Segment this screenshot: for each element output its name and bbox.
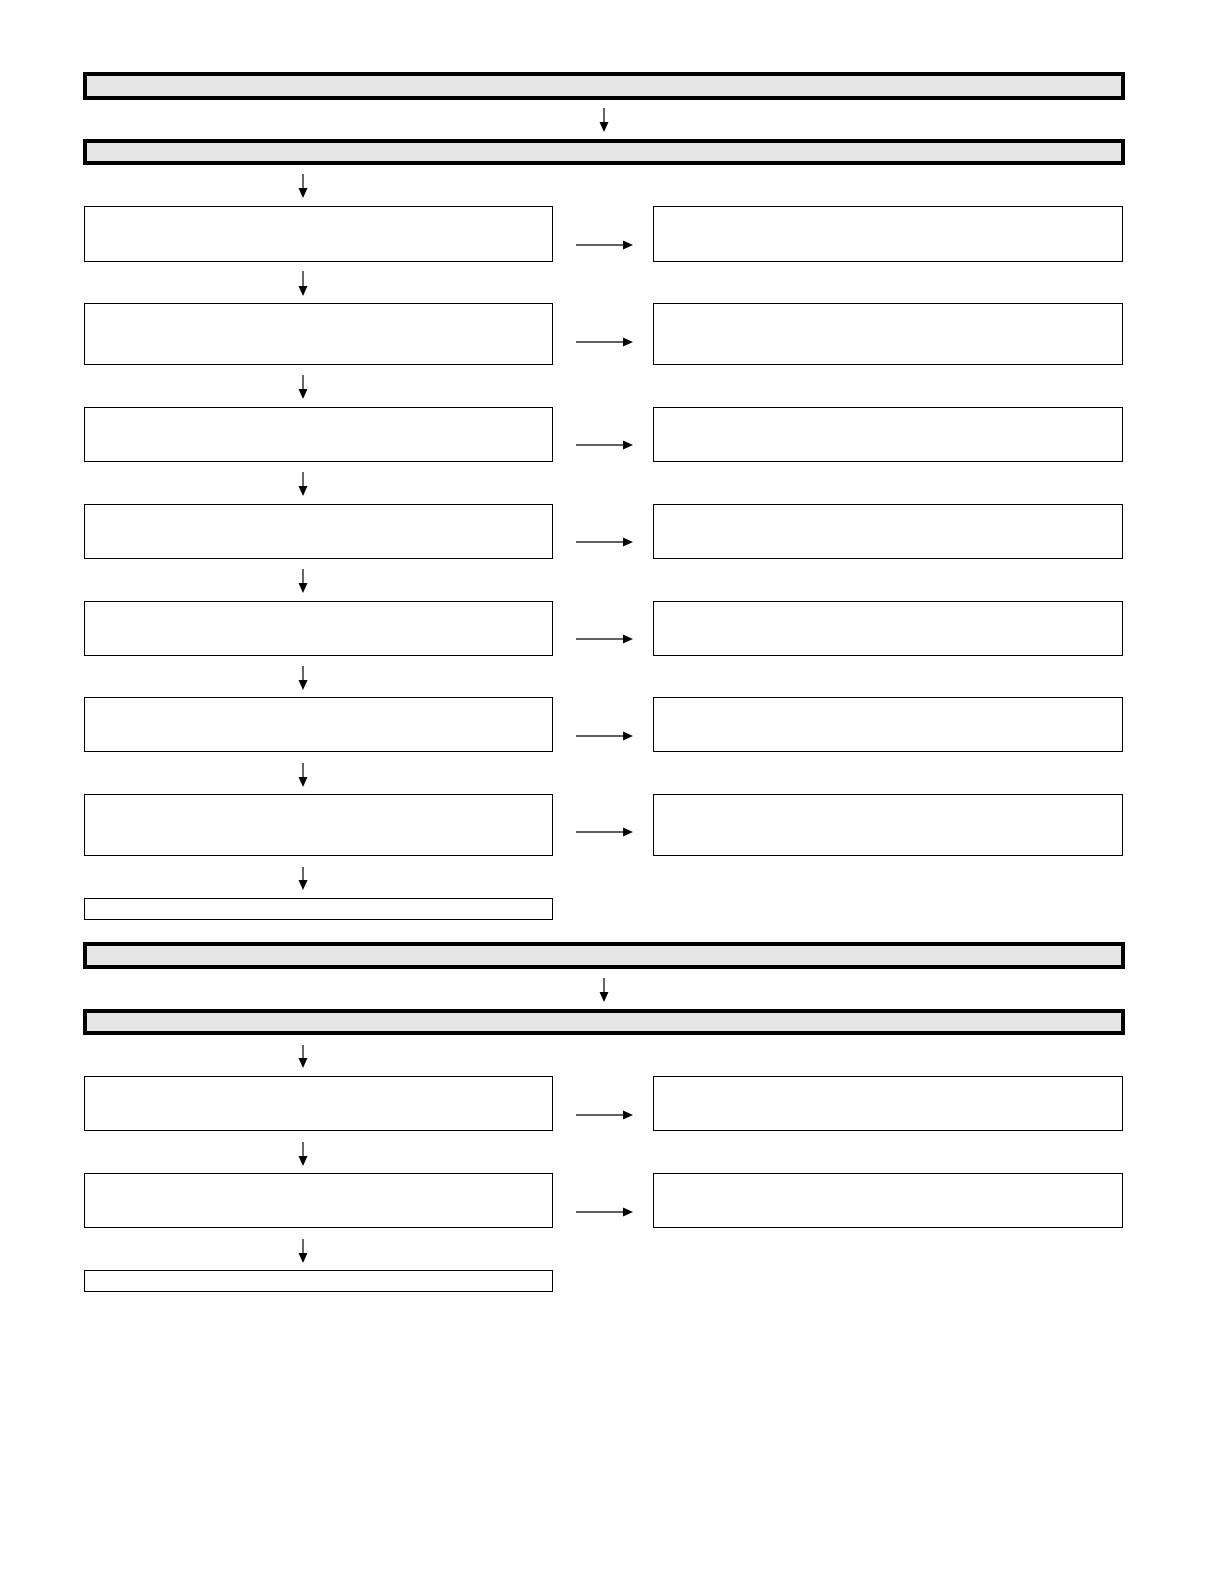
section-1-step-3-box bbox=[85, 408, 553, 462]
arrow-down bbox=[299, 867, 308, 890]
section-2-step-2-box bbox=[85, 1174, 553, 1228]
section-2-step-1-box bbox=[85, 1077, 553, 1131]
section-1-step-7-box bbox=[85, 795, 553, 856]
arrow-right bbox=[576, 538, 633, 547]
arrow-right bbox=[576, 441, 633, 450]
section-2-step-1-result-box bbox=[654, 1077, 1123, 1131]
arrow-right bbox=[576, 828, 633, 837]
section-1-end-box bbox=[85, 899, 553, 920]
section-2-top-banner bbox=[85, 944, 1123, 967]
section-2-step-2-result-box bbox=[654, 1174, 1123, 1228]
section-1-step-4-result-box bbox=[654, 505, 1123, 559]
section-2 bbox=[85, 944, 1124, 1292]
section-1-step-5-result-box bbox=[654, 602, 1123, 656]
section-1-step-6-result-box bbox=[654, 698, 1123, 752]
section-1-step-6-box bbox=[85, 698, 553, 752]
arrow-right bbox=[576, 732, 633, 741]
arrow-down bbox=[299, 472, 308, 496]
arrow-down bbox=[299, 569, 308, 593]
section-2-end-box bbox=[85, 1271, 553, 1292]
arrow-down bbox=[299, 1045, 308, 1068]
arrow-down bbox=[600, 978, 609, 1002]
arrow-right bbox=[576, 1208, 633, 1217]
section-1-step-2-box bbox=[85, 304, 553, 365]
arrow-down bbox=[600, 108, 609, 132]
arrow-down bbox=[299, 1142, 308, 1166]
section-1-step-3-result-box bbox=[654, 408, 1123, 462]
section-1-step-2-result-box bbox=[654, 304, 1123, 365]
section-1-step-1-result-box bbox=[654, 207, 1123, 262]
section-1 bbox=[85, 74, 1124, 920]
arrow-down bbox=[299, 1239, 308, 1263]
arrow-down bbox=[299, 375, 308, 399]
arrow-down bbox=[299, 666, 308, 690]
arrow-right bbox=[576, 241, 633, 250]
arrow-down bbox=[299, 174, 308, 198]
section-1-step-4-box bbox=[85, 505, 553, 559]
section-1-step-1-box bbox=[85, 207, 553, 262]
section-1-step-7-result-box bbox=[654, 795, 1123, 856]
arrow-right bbox=[576, 338, 633, 347]
section-2-bottom-banner bbox=[85, 1011, 1123, 1033]
section-1-bottom-banner bbox=[85, 141, 1123, 163]
section-1-top-banner bbox=[85, 74, 1123, 98]
arrow-right bbox=[576, 635, 633, 644]
arrow-right bbox=[576, 1111, 633, 1120]
arrow-down bbox=[299, 763, 308, 787]
arrow-down bbox=[299, 271, 308, 296]
section-1-step-5-box bbox=[85, 602, 553, 656]
